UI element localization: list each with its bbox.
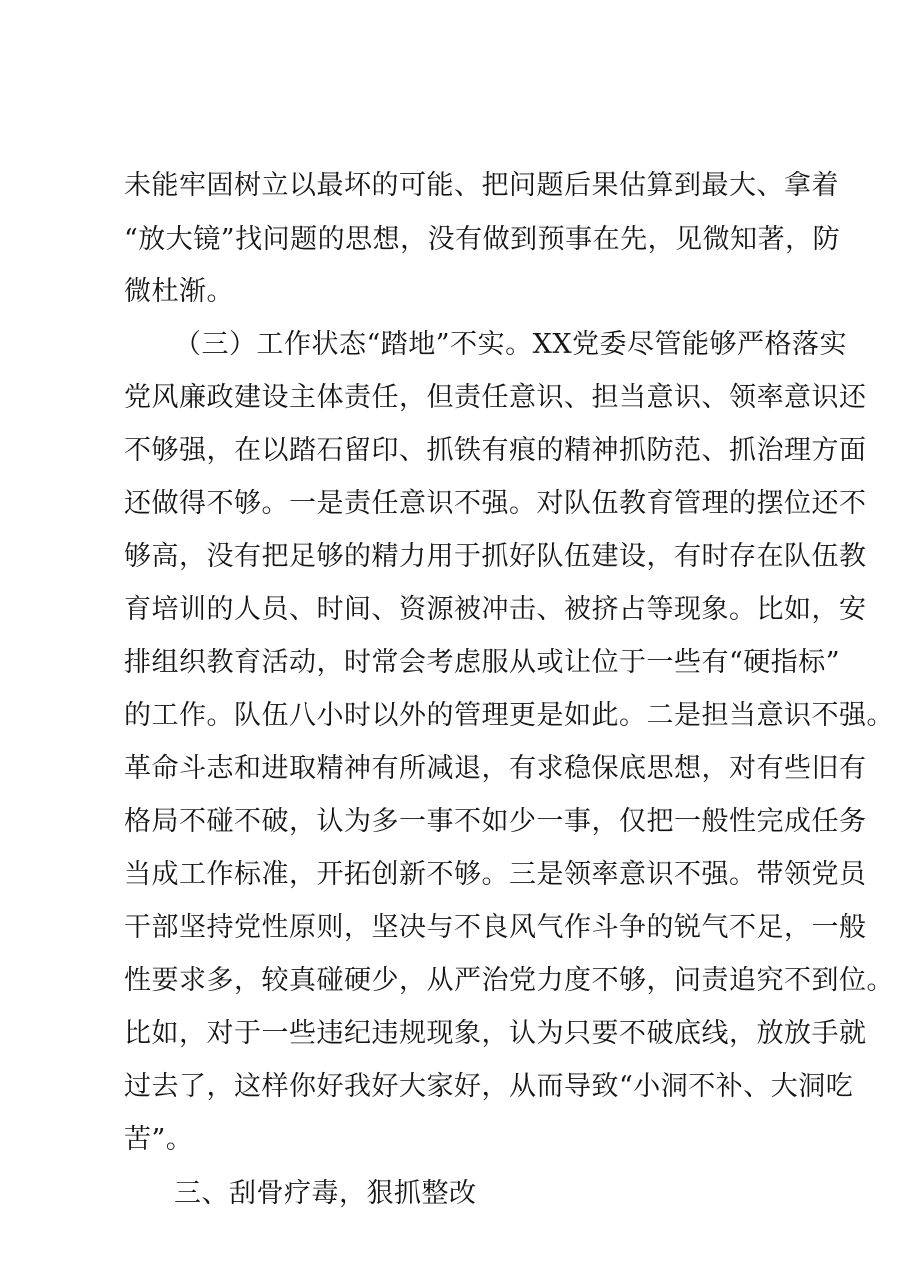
text-line: “放大镜”找问题的思想，没有做到预事在先，见微知著，防 xyxy=(124,224,841,255)
text-line: 不够强，在以踏石留印、抓铁有痕的精神抓防范、抓治理方面 xyxy=(124,435,867,466)
text-line: 苦”。 xyxy=(124,1124,194,1155)
text-line: 还做得不够。一是责任意识不强。对队伍教育管理的摆位还不 xyxy=(124,488,867,519)
text-line: 育培训的人员、时间、资源被冲击、被挤占等现象。比如，安 xyxy=(124,594,867,625)
text-line: 干部坚持党性原则，坚决与不良风气作斗争的锐气不足，一般 xyxy=(124,912,867,943)
text-line: 格局不碰不破，认为多一事不如少一事，仅把一般性完成任务 xyxy=(124,806,867,837)
text-line: 党风廉政建设主体责任，但责任意识、担当意识、领率意识还 xyxy=(124,382,867,413)
text-line: 够高，没有把足够的精力用于抓好队伍建设，有时存在队伍教 xyxy=(124,541,867,572)
text-line: 的工作。队伍八小时以外的管理更是如此。二是担当意识不强。 xyxy=(124,700,894,731)
text-line: 当成工作标准，开拓创新不够。三是领率意识不强。带领党员 xyxy=(124,859,867,890)
text-line: 排组织教育活动，时常会考虑服从或让位于一些有“硬指标” xyxy=(124,647,841,678)
text-line: 性要求多，较真碰硬少，从严治党力度不够，问责追究不到位。 xyxy=(124,965,894,996)
section-heading: 三、刮骨疗毒，狠抓整改 xyxy=(174,1178,477,1209)
text-line: 比如，对于一些违纪违规现象，认为只要不破底线，放放手就 xyxy=(124,1018,867,1049)
text-line: 微杜渐。 xyxy=(124,276,234,307)
text-line: 过去了，这样你好我好大家好，从而导致“小洞不补、大洞吃 xyxy=(124,1071,854,1102)
text-line: 未能牢固树立以最坏的可能、把问题后果估算到最大、拿着 xyxy=(124,170,839,201)
text-line: 革命斗志和进取精神有所减退，有求稳保底思想，对有些旧有 xyxy=(124,753,867,784)
paragraph-heading-line: （三）工作状态“踏地”不实。XX党委尽管能够严格落实 xyxy=(174,329,848,360)
